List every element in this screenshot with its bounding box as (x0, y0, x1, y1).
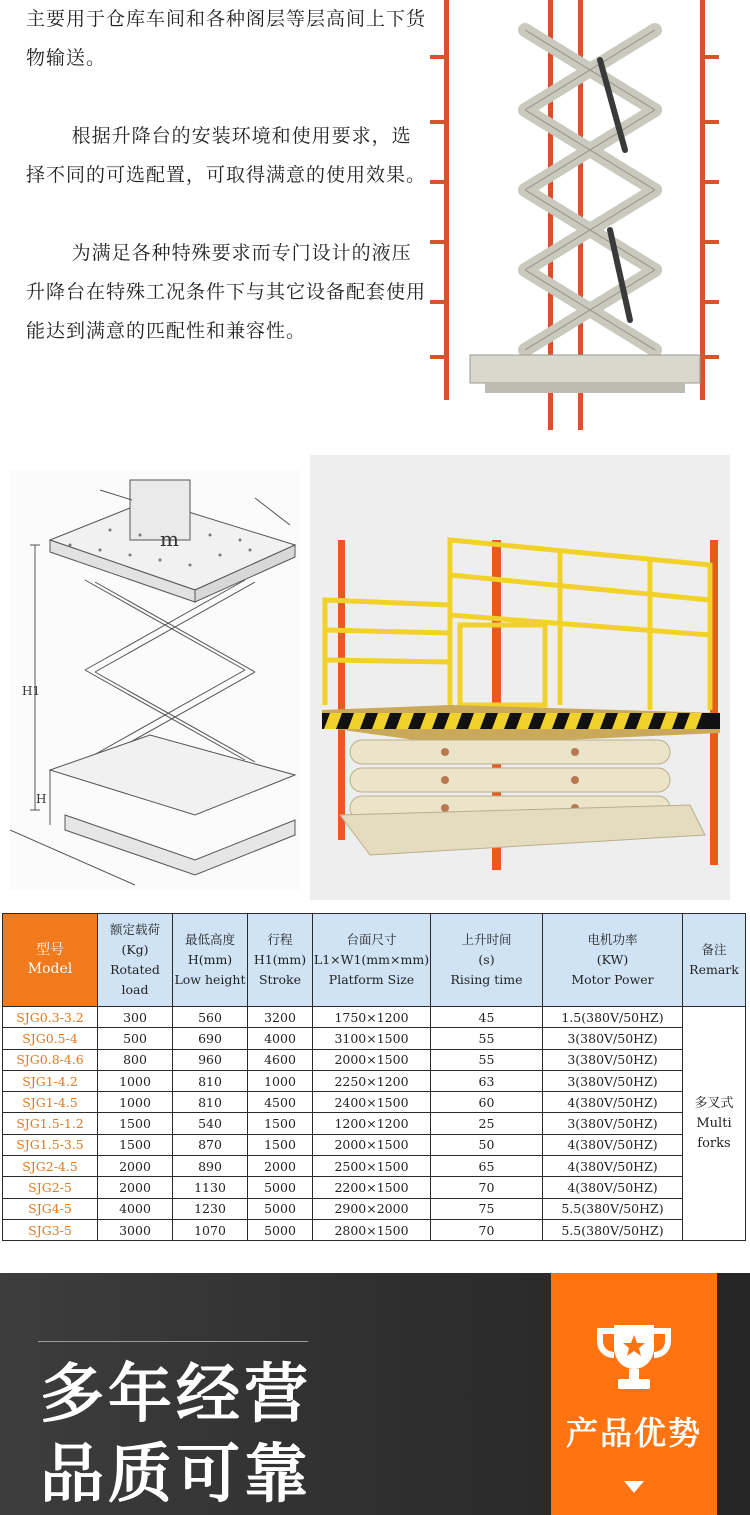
table-cell: 50 (431, 1134, 543, 1155)
table-cell: 4600 (248, 1049, 313, 1070)
h1-dimension-label: H1 (22, 684, 41, 698)
table-cell: 1500 (248, 1113, 313, 1134)
table-row (3, 1156, 746, 1177)
table-cell: 4(380V/50HZ) (543, 1177, 683, 1198)
table-cell: 63 (431, 1070, 543, 1091)
scissor-lift-technical-drawing (10, 470, 300, 890)
advantage-badge (551, 1273, 717, 1515)
h-dimension-label: H (36, 792, 47, 806)
table-cell: 960 (173, 1049, 248, 1070)
table-cell: 1230 (173, 1198, 248, 1219)
model-cell: SJG1.5-1.2 (3, 1113, 98, 1134)
table-cell: 500 (98, 1028, 173, 1049)
model-cell: SJG0.3-3.2 (3, 1007, 98, 1028)
table-cell: 4500 (248, 1092, 313, 1113)
remark-text: 多叉式 (694, 1095, 734, 1111)
table-cell: 3200 (248, 1007, 313, 1028)
table-cell: 810 (173, 1070, 248, 1091)
table-cell: 1000 (98, 1070, 173, 1091)
intro-text (26, 0, 426, 351)
table-cell: 70 (431, 1177, 543, 1198)
table-row (3, 1198, 746, 1219)
spec-table-body (3, 1007, 746, 1241)
table-cell: 2200×1500 (313, 1177, 431, 1198)
advantage-label: 产品优势 (565, 1414, 702, 1452)
table-cell: 1070 (173, 1219, 248, 1240)
model-cell: SJG1-4.5 (3, 1092, 98, 1113)
table-cell: 2900×2000 (313, 1198, 431, 1219)
model-cell: SJG3-5 (3, 1219, 98, 1240)
header-remark: 备注 Remark (683, 914, 746, 1007)
table-cell: 4(380V/50HZ) (543, 1092, 683, 1113)
table-cell: 560 (173, 1007, 248, 1028)
header-motor-power: 电机功率 (KW) Motor Power (543, 914, 683, 1007)
table-cell: 4000 (248, 1028, 313, 1049)
table-cell: 2800×1500 (313, 1219, 431, 1240)
table-cell: 60 (431, 1092, 543, 1113)
intro-paragraph-3: 为满足各种特殊要求而专门设计的液压升降台在特殊工况条件下与其它设备配套使用能达到满意的匹配性和兼容性。 (26, 242, 427, 342)
table-cell: 25 (431, 1113, 543, 1134)
table-cell: 5000 (248, 1177, 313, 1198)
table-row (3, 1070, 746, 1091)
table-cell: 1130 (173, 1177, 248, 1198)
header-model: 型号 Model (3, 914, 98, 1007)
table-cell: 1500 (98, 1113, 173, 1134)
table-row (3, 1113, 746, 1134)
table-cell: 55 (431, 1049, 543, 1070)
table-cell: 2000×1500 (313, 1049, 431, 1070)
table-cell: 2000 (248, 1156, 313, 1177)
table-cell: 870 (173, 1134, 248, 1155)
table-header-row (3, 914, 746, 1007)
table-cell: 5000 (248, 1198, 313, 1219)
spec-table (2, 913, 746, 1241)
table-cell: 3(380V/50HZ) (543, 1028, 683, 1049)
header-rising-time: 上升时间 (s) Rising time (431, 914, 543, 1007)
table-cell: 1750×1200 (313, 1007, 431, 1028)
table-cell: 1000 (98, 1092, 173, 1113)
table-cell: 1.5(380V/50HZ) (543, 1007, 683, 1028)
table-cell: 3(380V/50HZ) (543, 1070, 683, 1091)
table-cell: 690 (173, 1028, 248, 1049)
table-cell: 65 (431, 1156, 543, 1177)
model-cell: SJG1.5-3.5 (3, 1134, 98, 1155)
table-cell: 2000 (98, 1156, 173, 1177)
table-cell: 1000 (248, 1070, 313, 1091)
table-cell: 1500 (98, 1134, 173, 1155)
m-label: m (160, 527, 179, 551)
table-cell: 5.5(380V/50HZ) (543, 1198, 683, 1219)
table-row (3, 1049, 746, 1070)
divider-line (38, 1341, 308, 1342)
table-row (3, 1028, 746, 1049)
table-cell: 4000 (98, 1198, 173, 1219)
table-cell: 70 (431, 1219, 543, 1240)
model-cell: SJG4-5 (3, 1198, 98, 1219)
model-cell: SJG0.8-4.6 (3, 1049, 98, 1070)
paragraph-gap (26, 195, 426, 234)
model-cell: SJG1-4.2 (3, 1070, 98, 1091)
trophy-icon (594, 1321, 674, 1393)
table-cell: 2000 (98, 1177, 173, 1198)
table-cell: 4(380V/50HZ) (543, 1134, 683, 1155)
table-cell: 810 (173, 1092, 248, 1113)
table-row (3, 1219, 746, 1240)
header-platform-size: 台面尺寸 L1×W1(mm×mm) Platform Size (313, 914, 431, 1007)
table-cell: 800 (98, 1049, 173, 1070)
table-cell: 3000 (98, 1219, 173, 1240)
table-cell: 2400×1500 (313, 1092, 431, 1113)
bottom-banner (0, 1273, 750, 1515)
chevron-down-icon (624, 1481, 644, 1493)
guardrail-scissor-lift-photo (310, 455, 730, 900)
table-cell: 2500×1500 (313, 1156, 431, 1177)
paragraph-gap (26, 78, 426, 117)
table-cell: 5000 (248, 1219, 313, 1240)
table-cell: 1500 (248, 1134, 313, 1155)
tall-scissor-lift-photo (430, 0, 720, 430)
model-cell: SJG0.5-4 (3, 1028, 98, 1049)
table-cell: 2250×1200 (313, 1070, 431, 1091)
table-cell: 3(380V/50HZ) (543, 1049, 683, 1070)
remark-cell (683, 1007, 746, 1241)
table-row (3, 1092, 746, 1113)
remark-text: forks (697, 1135, 731, 1151)
table-cell: 75 (431, 1198, 543, 1219)
table-cell: 3100×1500 (313, 1028, 431, 1049)
table-cell: 3(380V/50HZ) (543, 1113, 683, 1134)
remark-text: Multi (696, 1115, 732, 1131)
intro-paragraph-2: 根据升降台的安装环境和使用要求，选择不同的可选配置，可取得满意的使用效果。 (26, 125, 427, 186)
model-cell: SJG2-4.5 (3, 1156, 98, 1177)
table-cell: 45 (431, 1007, 543, 1028)
header-low-height: 最低高度 H(mm) Low height (173, 914, 248, 1007)
table-cell: 2000×1500 (313, 1134, 431, 1155)
model-cell: SJG2-5 (3, 1177, 98, 1198)
table-cell: 300 (98, 1007, 173, 1028)
header-rated-load: 额定载荷 (Kg) Rotated load (98, 914, 173, 1007)
table-row (3, 1177, 746, 1198)
table-cell: 55 (431, 1028, 543, 1049)
banner-headline-2: 品质可靠 (40, 1438, 312, 1512)
table-cell: 5.5(380V/50HZ) (543, 1219, 683, 1240)
table-row (3, 1134, 746, 1155)
table-cell: 540 (173, 1113, 248, 1134)
table-cell: 4(380V/50HZ) (543, 1156, 683, 1177)
banner-headline-1: 多年经营 (40, 1358, 312, 1432)
header-stroke: 行程 H1(mm) Stroke (248, 914, 313, 1007)
intro-paragraph-1: 主要用于仓库车间和各种阁层等层高间上下货物输送。 (26, 8, 427, 69)
table-row (3, 1007, 746, 1028)
table-cell: 890 (173, 1156, 248, 1177)
table-cell: 1200×1200 (313, 1113, 431, 1134)
